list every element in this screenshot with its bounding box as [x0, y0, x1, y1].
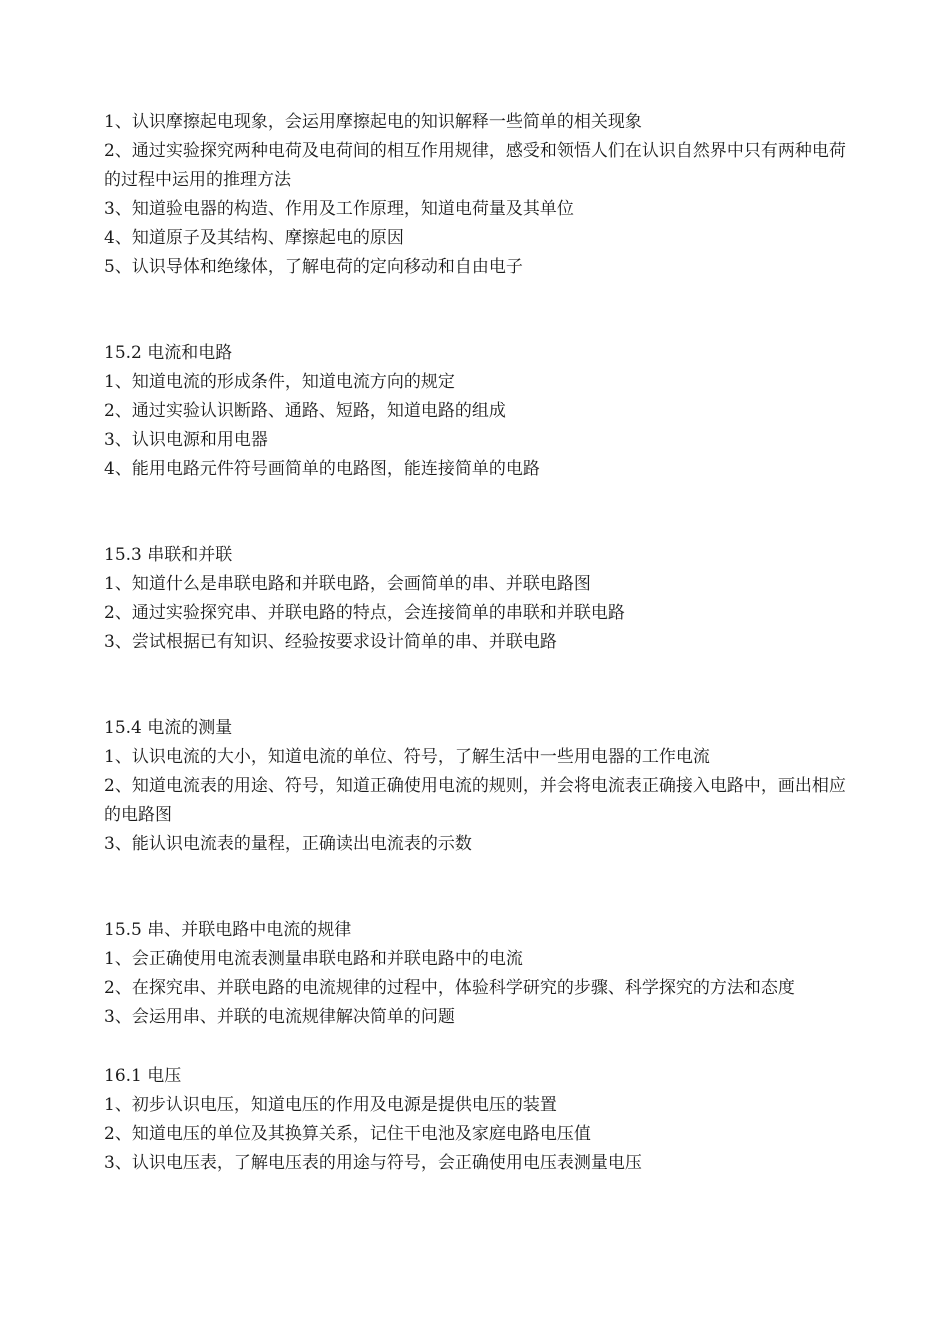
list-item: 2、知道电压的单位及其换算关系，记住干电池及家庭电路电压值	[104, 1124, 591, 1144]
document-page	[104, 108, 852, 1178]
list-item: 2、在探究串、并联电路的电流规律的过程中，体验科学研究的步骤、科学探究的方法和态度	[104, 978, 795, 998]
section-heading: 16.1 电压	[104, 1066, 182, 1086]
section-15-2	[104, 339, 852, 484]
section-heading: 15.5 串、并联电路中电流的规律	[104, 920, 352, 940]
list-item: 1、知道什么是串联电路和并联电路，会画简单的串、并联电路图	[104, 574, 591, 594]
list-item: 2、通过实验认识断路、通路、短路，知道电路的组成	[104, 401, 506, 421]
section-15-1	[104, 108, 852, 282]
section-15-5	[104, 916, 852, 1032]
list-item: 2、通过实验探究两种电荷及电荷间的相互作用规律，感受和领悟人们在认识自然界中只有两种电荷的过程中运用的推理方法	[104, 141, 846, 190]
list-item: 2、通过实验探究串、并联电路的特点，会连接简单的串联和并联电路	[104, 603, 625, 623]
list-item: 3、知道验电器的构造、作用及工作原理，知道电荷量及其单位	[104, 199, 574, 219]
list-item: 3、会运用串、并联的电流规律解决简单的问题	[104, 1007, 455, 1027]
list-item: 2、知道电流表的用途、符号，知道正确使用电流的规则，并会将电流表正确接入电路中，画出相应的电路图	[104, 776, 846, 825]
list-item: 1、认识摩擦起电现象，会运用摩擦起电的知识解释一些简单的相关现象	[104, 112, 642, 132]
list-item: 3、认识电压表，了解电压表的用途与符号，会正确使用电压表测量电压	[104, 1153, 642, 1173]
list-item: 3、能认识电流表的量程，正确读出电流表的示数	[104, 834, 472, 854]
list-item: 1、初步认识电压，知道电压的作用及电源是提供电压的装置	[104, 1095, 557, 1115]
section-16-1	[104, 1062, 852, 1178]
list-item: 3、认识电源和用电器	[104, 430, 268, 450]
section-15-4	[104, 714, 852, 859]
list-item: 1、会正确使用电流表测量串联电路和并联电路中的电流	[104, 949, 523, 969]
list-item: 4、能用电路元件符号画简单的电路图，能连接简单的电路	[104, 459, 540, 479]
list-item: 3、尝试根据已有知识、经验按要求设计简单的串、并联电路	[104, 632, 557, 652]
list-item: 4、知道原子及其结构、摩擦起电的原因	[104, 228, 404, 248]
section-heading: 15.4 电流的测量	[104, 718, 233, 738]
section-heading: 15.2 电流和电路	[104, 343, 233, 363]
section-15-3	[104, 541, 852, 657]
list-item: 1、认识电流的大小，知道电流的单位、符号，了解生活中一些用电器的工作电流	[104, 747, 710, 767]
list-item: 5、认识导体和绝缘体，了解电荷的定向移动和自由电子	[104, 257, 523, 277]
section-heading: 15.3 串联和并联	[104, 545, 233, 565]
list-item: 1、知道电流的形成条件，知道电流方向的规定	[104, 372, 455, 392]
